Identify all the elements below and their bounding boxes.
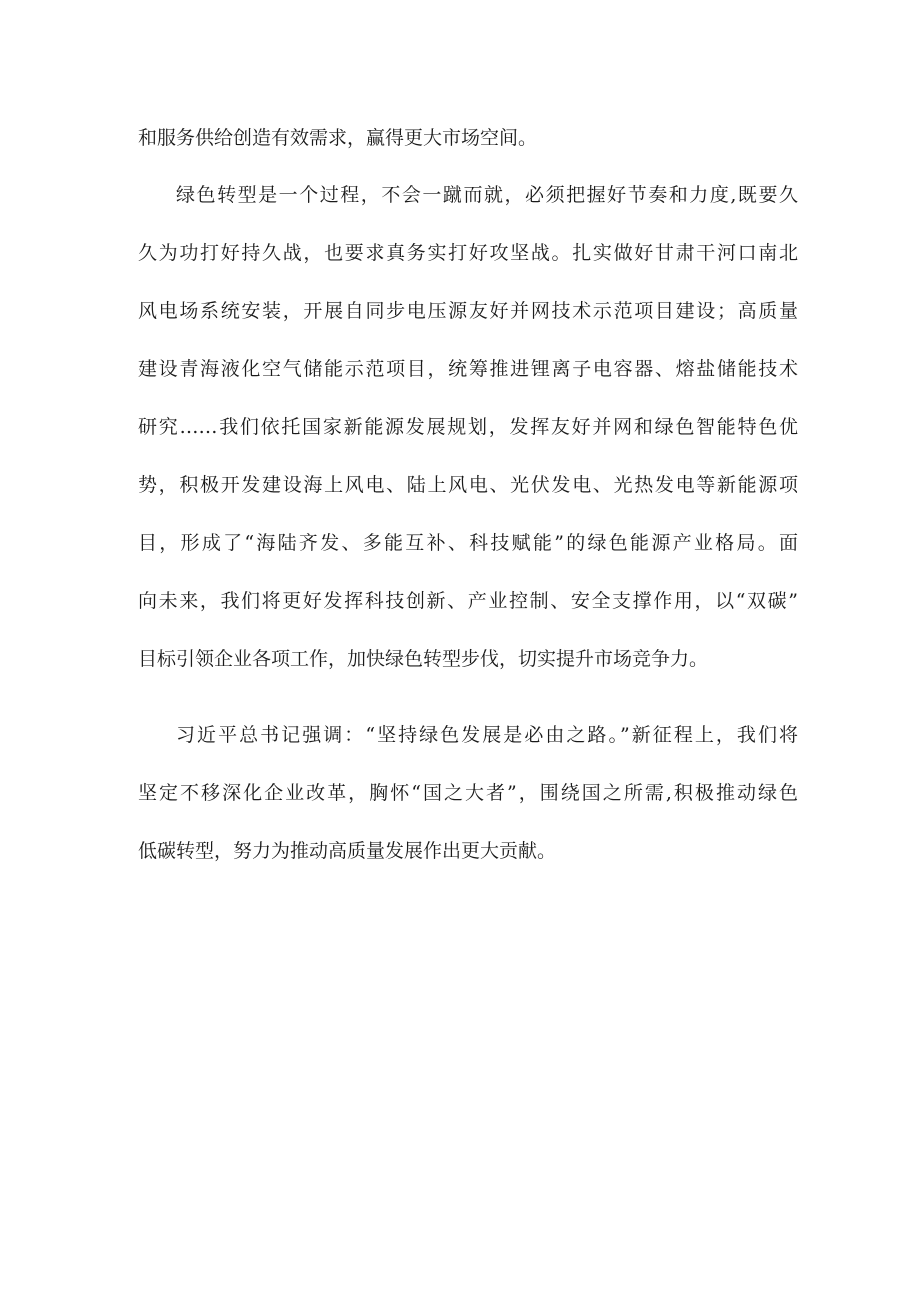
paragraph-2-line-6: 势，积极开发建设海上风电、陆上风电、光伏发电、光热发电等新能源项: [138, 474, 798, 496]
paragraph-3-line-2: 坚定不移深化企业改革，胸怀“国之大者”，围绕国之所需,积极推动绿色: [138, 782, 798, 804]
paragraph-3-line-1: 习近平总书记强调：“坚持绿色发展是必由之路。”新征程上，我们将: [176, 724, 798, 746]
paragraph-2-line-1: 绿色转型是一个过程，不会一蹴而就，必须把握好节奏和力度,既要久: [176, 184, 798, 206]
paragraph-2-line-3: 风电场系统安装，开展自同步电压源友好并网技术示范项目建设；高质量: [138, 300, 798, 322]
paragraph-2-line-8: 向未来，我们将更好发挥科技创新、产业控制、安全支撑作用，以“双碳”: [138, 590, 798, 612]
paragraph-2-line-4: 建设青海液化空气储能示范项目，统筹推进锂离子电容器、熔盐储能技术: [138, 358, 798, 380]
paragraph-2-line-2: 久为功打好持久战，也要求真务实打好攻坚战。扎实做好甘肃干河口南北: [138, 242, 798, 264]
paragraph-1-line-1: 和服务供给创造有效需求，赢得更大市场空间。: [138, 127, 538, 149]
paragraph-2-line-9: 目标引领企业各项工作，加快绿色转型步伐，切实提升市场竞争力。: [138, 648, 709, 670]
paragraph-2-line-5: 研究……我们依托国家新能源发展规划，发挥友好并网和绿色智能特色优: [138, 416, 798, 438]
paragraph-3-line-3: 低碳转型，努力为推动高质量发展作出更大贡献。: [138, 840, 557, 862]
paragraph-2-line-7: 目，形成了“海陆齐发、多能互补、科技赋能”的绿色能源产业格局。面: [138, 532, 798, 554]
